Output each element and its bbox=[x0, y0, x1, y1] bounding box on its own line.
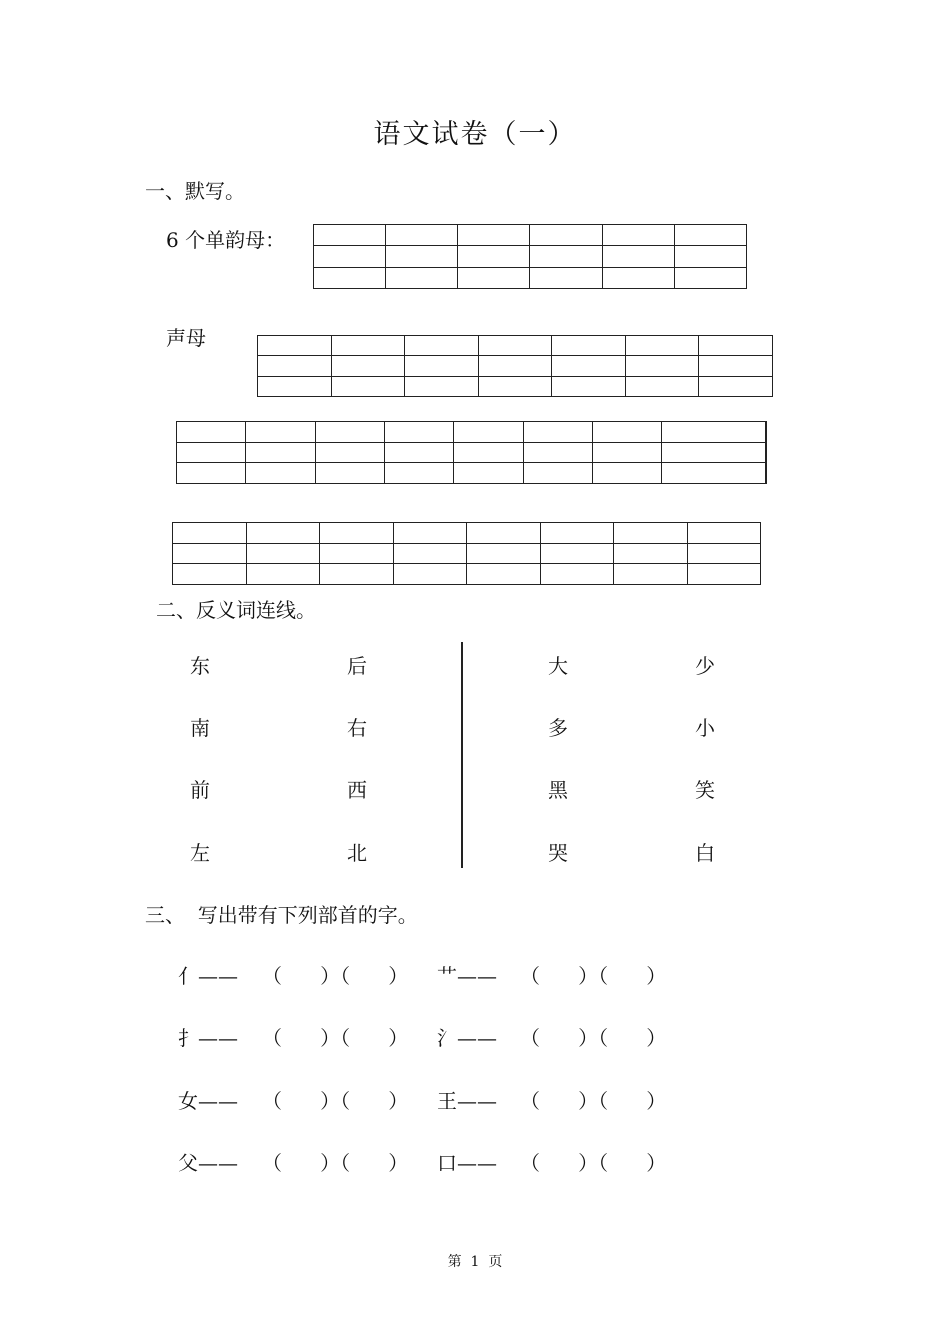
radical-left-3: 女—— bbox=[178, 1089, 238, 1113]
word-left-a-4: 左 bbox=[190, 841, 210, 865]
word-right-b-4: 白 bbox=[695, 841, 715, 865]
section1-heading: 一、默写。 bbox=[145, 179, 245, 203]
blanks-left-4: （ ）（ ） bbox=[262, 1151, 409, 1175]
vowels-label: 6 个单韵母： bbox=[166, 228, 286, 252]
word-left-a-3: 前 bbox=[190, 778, 210, 802]
blanks-left-1: （ ）（ ） bbox=[262, 964, 409, 988]
word-left-b-4: 北 bbox=[347, 841, 367, 865]
page-number: 第 1 页 bbox=[447, 1254, 503, 1270]
column-divider bbox=[461, 642, 463, 868]
word-right-a-2: 多 bbox=[548, 716, 568, 740]
blanks-right-1: （ ）（ ） bbox=[520, 964, 667, 988]
initials-grid-3 bbox=[172, 522, 761, 585]
word-right-a-1: 大 bbox=[548, 654, 568, 678]
blanks-right-2: （ ）（ ） bbox=[520, 1026, 667, 1050]
blanks-right-3: （ ）（ ） bbox=[520, 1089, 667, 1113]
radical-right-1: 艹—— bbox=[437, 964, 497, 988]
word-right-b-2: 小 bbox=[695, 716, 715, 740]
initials-grid-1 bbox=[257, 335, 773, 397]
word-right-b-1: 少 bbox=[695, 654, 715, 678]
word-right-a-4: 哭 bbox=[548, 841, 568, 865]
blanks-left-2: （ ）（ ） bbox=[262, 1026, 409, 1050]
radical-left-2: 扌—— bbox=[178, 1026, 238, 1050]
word-left-b-3: 西 bbox=[347, 778, 367, 802]
blanks-left-3: （ ）（ ） bbox=[262, 1089, 409, 1113]
blanks-right-4: （ ）（ ） bbox=[520, 1151, 667, 1175]
word-left-b-2: 右 bbox=[347, 716, 367, 740]
radical-right-4: 口—— bbox=[437, 1151, 497, 1175]
word-right-b-3: 笑 bbox=[695, 778, 715, 802]
page-title: 语文试卷（一） bbox=[373, 119, 577, 150]
word-left-a-1: 东 bbox=[190, 654, 210, 678]
word-right-a-3: 黑 bbox=[548, 778, 568, 802]
vowels-grid bbox=[313, 224, 747, 289]
radical-left-4: 父—— bbox=[178, 1151, 238, 1175]
radical-right-3: 王—— bbox=[437, 1089, 497, 1113]
radical-right-2: 氵—— bbox=[437, 1026, 497, 1050]
initials-grid-2 bbox=[176, 421, 767, 484]
section3-heading: 三、 写出带有下列部首的字。 bbox=[145, 903, 418, 927]
radical-left-1: 亻—— bbox=[178, 964, 238, 988]
word-left-b-1: 后 bbox=[347, 654, 367, 678]
initials-label: 声母 bbox=[166, 326, 206, 350]
word-left-a-2: 南 bbox=[190, 716, 210, 740]
section2-heading: 二、反义词连线。 bbox=[156, 598, 316, 622]
